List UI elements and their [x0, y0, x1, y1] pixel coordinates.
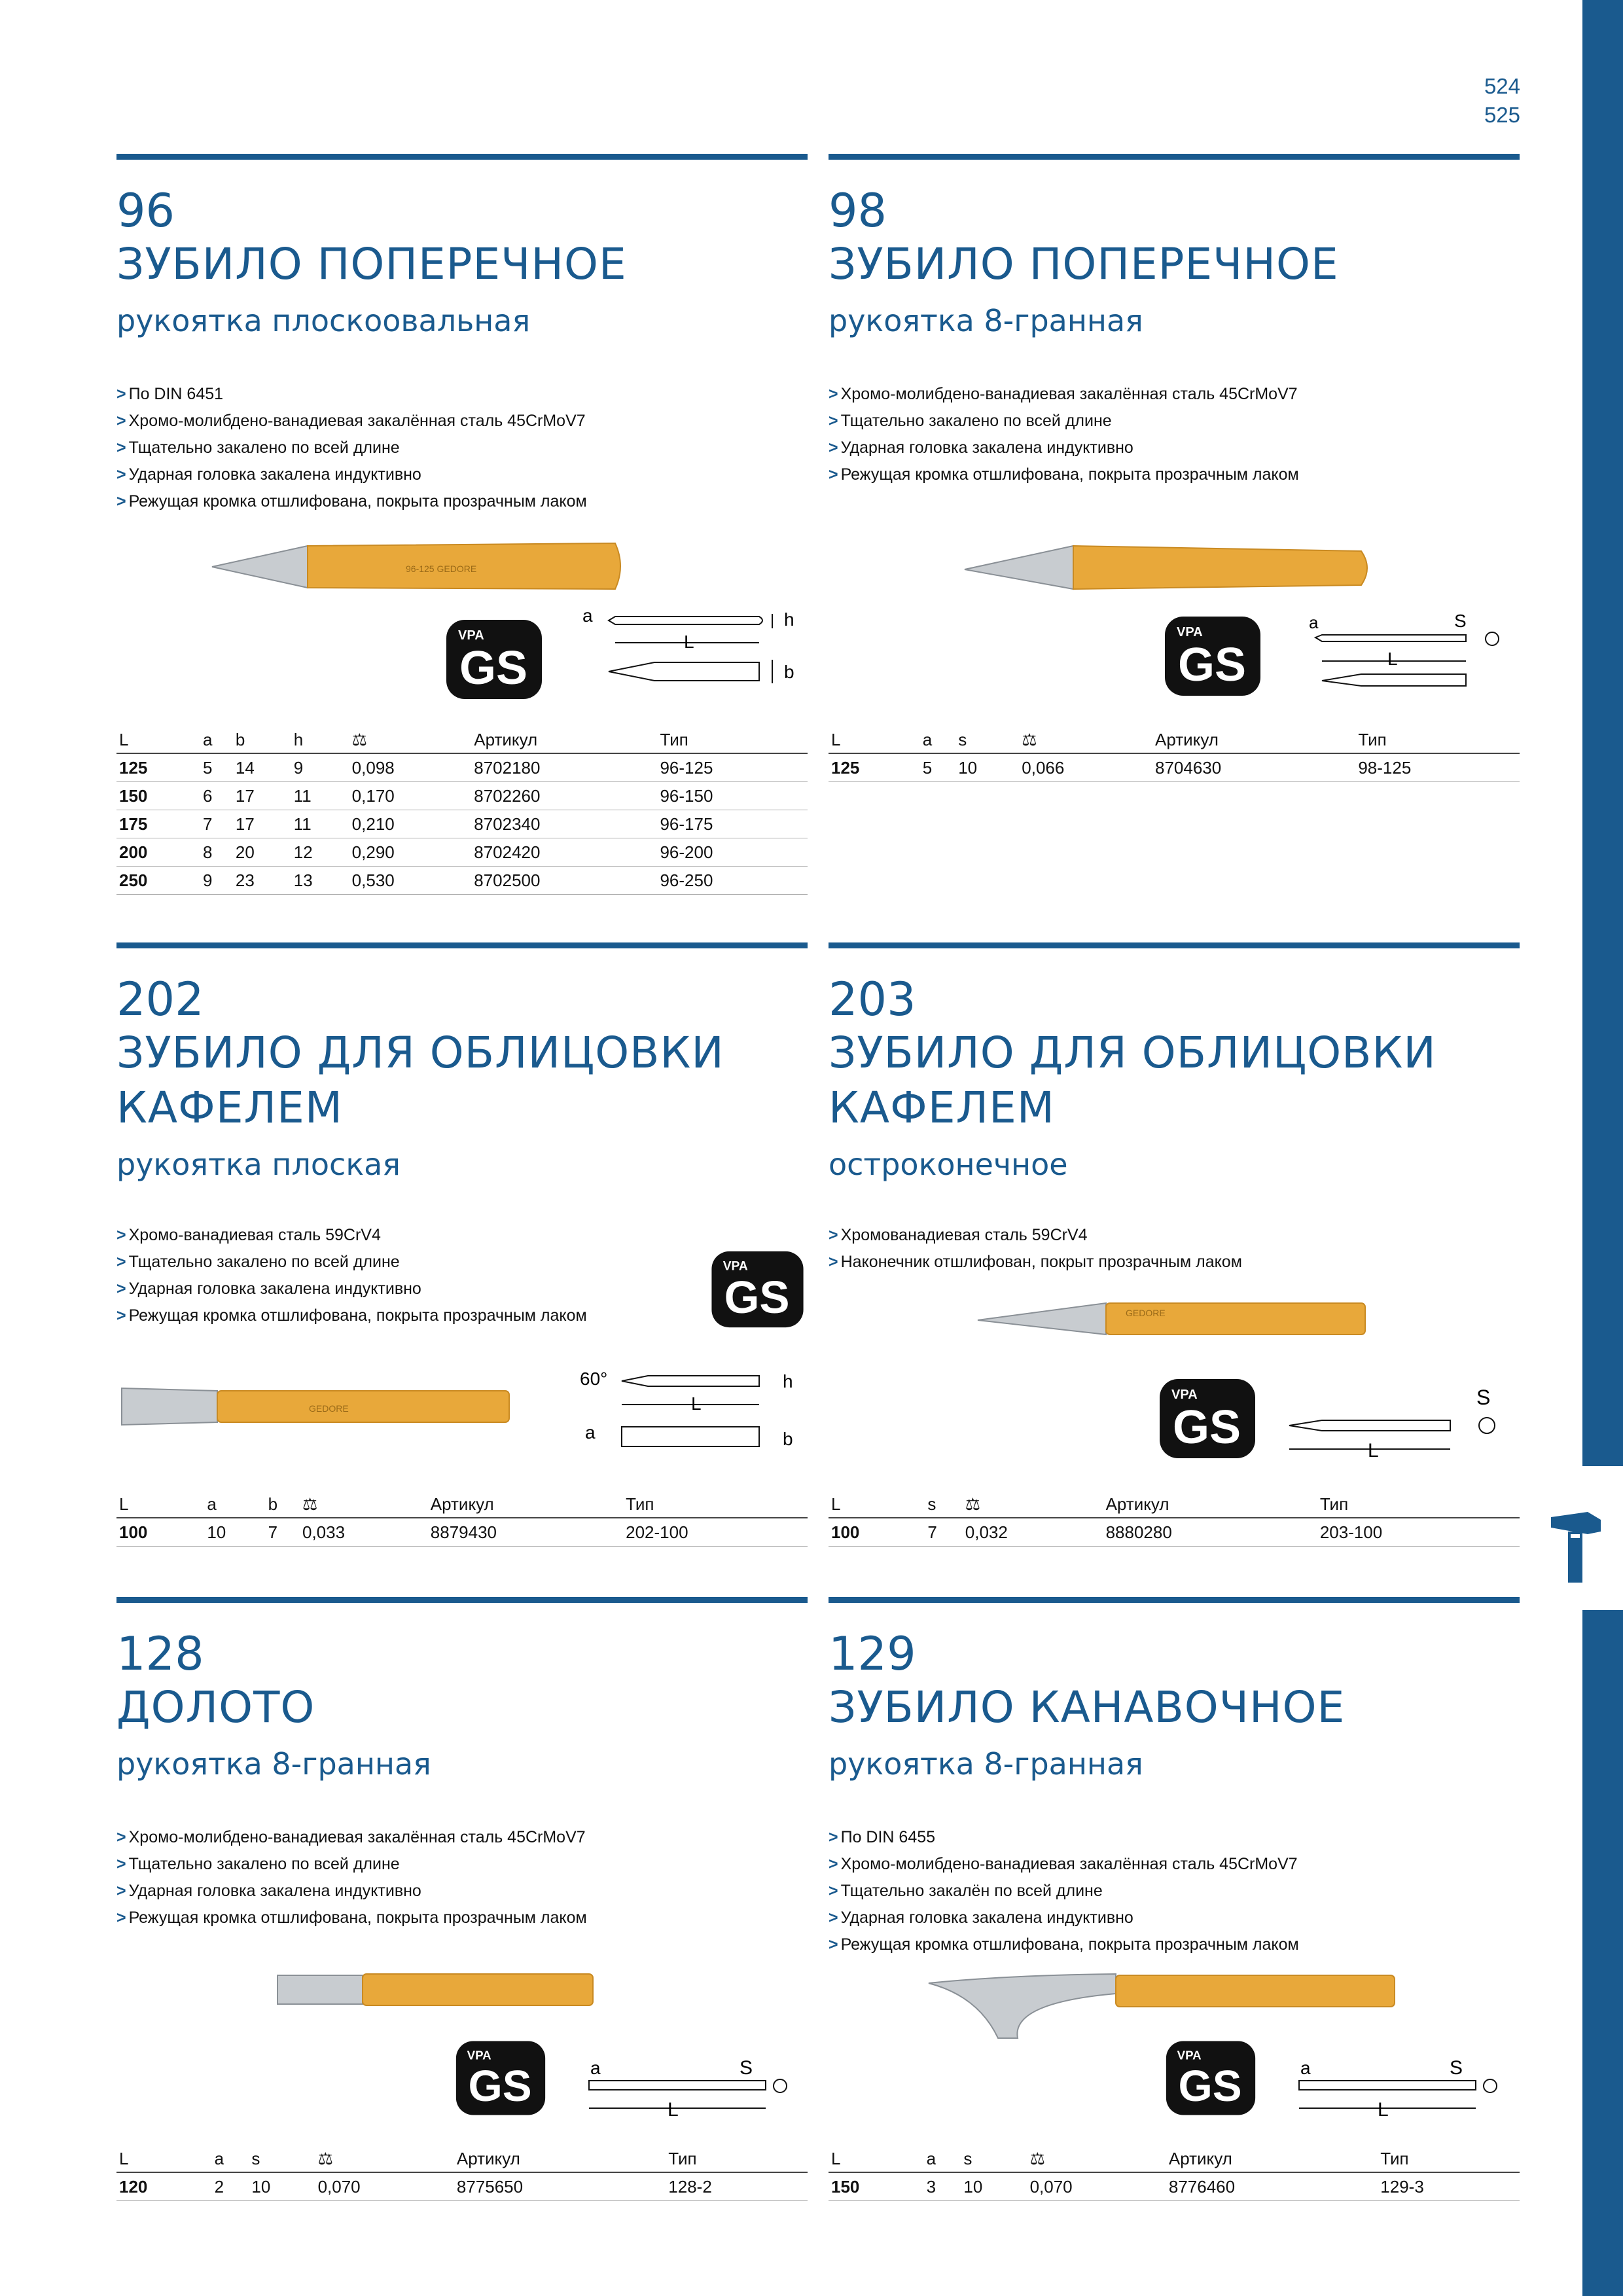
col-header: L [116, 726, 200, 753]
dim-label: L [1387, 649, 1398, 669]
cell: 7 [266, 1518, 300, 1547]
col-header: Артикул [471, 726, 657, 753]
product-subtitle: остроконечное [829, 1147, 1068, 1182]
brand-mark: 96-125 GEDORE [406, 564, 477, 574]
col-header: h [291, 726, 349, 753]
dimension-diagram [1286, 2052, 1522, 2130]
product-title: ЗУБИЛО КАНАВОЧНОЕ [829, 1682, 1346, 1732]
col-header: L [116, 1491, 204, 1518]
chisel-98-image [962, 537, 1381, 596]
dim-label: a [590, 2058, 601, 2078]
cell: 98-125 [1355, 753, 1520, 782]
cell: 150 [116, 782, 200, 810]
spec-table-98 [829, 726, 1520, 782]
cell: 5 [920, 753, 955, 782]
badge-gs: GS [724, 1272, 790, 1323]
cell: 9 [200, 867, 233, 895]
table-row [829, 1518, 1520, 1547]
table-row [116, 867, 808, 895]
cell: 128-2 [666, 2172, 808, 2201]
dim-label: a [585, 1422, 596, 1443]
cell: 0,033 [300, 1518, 428, 1547]
dimension-diagram [1296, 609, 1518, 694]
cell: 0,098 [349, 753, 472, 782]
product-number: 203 [829, 973, 916, 1026]
page-numbers [1484, 72, 1520, 130]
product-title-line: ЗУБИЛО ДЛЯ ОБЛИЦОВКИ [829, 1028, 1436, 1078]
gs-badge [455, 2039, 546, 2117]
cell: 23 [233, 867, 291, 895]
col-header: s [925, 1491, 962, 1518]
dim-label: S [1454, 611, 1467, 631]
hammer-icon [1548, 1505, 1603, 1584]
weight-scale-icon: ⚖ [1027, 2145, 1166, 2172]
cell: 0,066 [1019, 753, 1152, 782]
table-row [116, 782, 808, 810]
chisel-129-image [926, 1970, 1404, 2042]
feature-item: > Режущая кромка отшлифована, покрыта прозрачным лаком [829, 1931, 1520, 1958]
badge-vpa: VPA [1171, 1388, 1198, 1402]
cell: 3 [924, 2172, 961, 2201]
gs-badge [1158, 1378, 1257, 1460]
side-tab-bar [1582, 0, 1623, 2296]
cell: 8775650 [454, 2172, 666, 2201]
col-header: a [200, 726, 233, 753]
feature-list [829, 1824, 1520, 1958]
badge-gs: GS [1178, 2062, 1242, 2111]
cell: 8879430 [428, 1518, 623, 1547]
dim-label: S [1450, 2057, 1463, 2079]
dimension-diagram [1283, 1381, 1525, 1466]
chisel-96-image [209, 537, 628, 596]
product-title: ЗУБИЛО ПОПЕРЕЧНОЕ [116, 239, 627, 289]
chisel-203-image [975, 1299, 1374, 1338]
cell: 10 [249, 2172, 315, 2201]
section-rule [829, 1597, 1520, 1603]
feature-item: > Ударная головка закалена индуктивно [116, 1878, 808, 1905]
dim-label: h [784, 609, 794, 630]
col-header: Тип [657, 726, 808, 753]
section-128 [116, 1597, 808, 1931]
weight-scale-icon: ⚖ [349, 726, 472, 753]
product-number: 96 [116, 184, 175, 238]
table-row [829, 2172, 1520, 2201]
product-subtitle: рукоятка 8-гранная [116, 1746, 431, 1782]
cell: 96-150 [657, 782, 808, 810]
col-header: Тип [1317, 1491, 1520, 1518]
col-header: Тип [1355, 726, 1520, 753]
cell: 125 [829, 753, 920, 782]
col-header: Тип [623, 1491, 808, 1518]
badge-vpa: VPA [1177, 625, 1203, 639]
product-number: 129 [829, 1627, 916, 1681]
badge-gs: GS [1173, 1401, 1241, 1454]
feature-item: > Режущая кромка отшлифована, покрыта прозрачным лаком [116, 1905, 808, 1931]
col-header: s [955, 726, 1019, 753]
dim-label: S [740, 2057, 753, 2079]
feature-item: > Хромо-молибдено-ванадиевая закалённая сталь 45CrMoV7 [829, 381, 1520, 408]
feature-item: > Ударная головка закалена индуктивно [116, 1276, 808, 1302]
dimension-diagram [576, 602, 812, 694]
dim-label: S [1476, 1386, 1491, 1409]
badge-vpa: VPA [467, 2048, 491, 2062]
section-129 [829, 1597, 1520, 1958]
cell: 5 [200, 753, 233, 782]
section-98 [829, 154, 1520, 488]
weight-scale-icon: ⚖ [963, 1491, 1103, 1518]
dim-label: a [1300, 2058, 1311, 2078]
cell: 20 [233, 838, 291, 867]
cell: 175 [116, 810, 200, 838]
weight-scale-icon: ⚖ [315, 2145, 454, 2172]
dimension-diagram [576, 1361, 812, 1460]
gs-badge [1165, 2039, 1257, 2117]
section-203 [829, 942, 1520, 1276]
col-header: a [204, 1491, 265, 1518]
product-title: ЗУБИЛО ПОПЕРЕЧНОЕ [829, 239, 1339, 289]
dim-label: L [684, 632, 694, 652]
table-row [116, 810, 808, 838]
cell: 120 [116, 2172, 212, 2201]
page-number-left: 524 [1484, 74, 1520, 98]
spec-table-203 [829, 1491, 1520, 1547]
section-rule [829, 942, 1520, 948]
feature-item: > Ударная головка закалена индуктивно [829, 435, 1520, 461]
gs-badge [445, 619, 543, 700]
gs-badge [1164, 615, 1262, 697]
brand-mark: GEDORE [1126, 1308, 1166, 1318]
cell: 250 [116, 867, 200, 895]
feature-item: > Режущая кромка отшлифована, покрыта прозрачным лаком [116, 1302, 808, 1329]
cell: 96-125 [657, 753, 808, 782]
cell: 0,170 [349, 782, 472, 810]
col-header: Тип [1378, 2145, 1520, 2172]
feature-item: > Хромо-молибдено-ванадиевая закалённая сталь 45CrMoV7 [116, 408, 808, 435]
cell: 96-200 [657, 838, 808, 867]
cell: 0,530 [349, 867, 472, 895]
dim-label: a [1309, 613, 1319, 632]
badge-vpa: VPA [1177, 2048, 1202, 2062]
dim-label: 60° [580, 1369, 608, 1389]
dim-label: L [691, 1393, 702, 1414]
feature-item: > Ударная головка закалена индуктивно [116, 461, 808, 488]
dim-label: b [784, 662, 794, 682]
cell: 96-175 [657, 810, 808, 838]
cell: 12 [291, 838, 349, 867]
table-row [116, 753, 808, 782]
badge-gs: GS [459, 642, 528, 694]
cell: 10 [204, 1518, 265, 1547]
product-title-line: ЗУБИЛО ДЛЯ ОБЛИЦОВКИ [116, 1028, 724, 1078]
cell: 100 [116, 1518, 204, 1547]
col-header: s [249, 2145, 315, 2172]
section-rule [829, 154, 1520, 160]
col-header: a [924, 2145, 961, 2172]
feature-item: > Тщательно закалено по всей длине [116, 1249, 808, 1276]
col-header: Артикул [454, 2145, 666, 2172]
col-header: b [233, 726, 291, 753]
product-subtitle: рукоятка 8-гранная [829, 1746, 1143, 1782]
product-subtitle: рукоятка 8-гранная [829, 303, 1143, 338]
gs-badge [710, 1250, 805, 1329]
col-header: s [961, 2145, 1027, 2172]
weight-scale-icon: ⚖ [1019, 726, 1152, 753]
spec-table-202 [116, 1491, 808, 1547]
cell: 11 [291, 810, 349, 838]
page-number-right: 525 [1484, 103, 1520, 127]
cell: 10 [955, 753, 1019, 782]
table-row [116, 838, 808, 867]
col-header: Артикул [1103, 1491, 1317, 1518]
section-rule [116, 942, 808, 948]
feature-item: > Режущая кромка отшлифована, покрыта прозрачным лаком [829, 461, 1520, 488]
col-header: Тип [666, 2145, 808, 2172]
badge-vpa: VPA [722, 1259, 748, 1274]
cell: 11 [291, 782, 349, 810]
feature-item: > Хромо-молибдено-ванадиевая закалённая сталь 45CrMoV7 [116, 1824, 808, 1851]
dim-label: L [668, 2099, 679, 2121]
cell: 0,210 [349, 810, 472, 838]
chisel-202-image [119, 1384, 518, 1430]
cell: 125 [116, 753, 200, 782]
product-title-line: КАФЕЛЕМ [829, 1083, 1055, 1133]
section-202 [116, 942, 808, 1329]
cell: 17 [233, 810, 291, 838]
table-row [116, 1518, 808, 1547]
col-header: a [212, 2145, 249, 2172]
feature-item: > Режущая кромка отшлифована, покрыта прозрачным лаком [116, 488, 808, 515]
feature-item: > Тщательно закалён по всей длине [829, 1878, 1520, 1905]
cell: 8776460 [1166, 2172, 1378, 2201]
cell: 8702340 [471, 810, 657, 838]
feature-item: > Наконечник отшлифован, покрыт прозрачным лаком [829, 1249, 1520, 1276]
dim-label: a [582, 605, 593, 626]
cell: 200 [116, 838, 200, 867]
dim-label: L [1368, 1440, 1379, 1462]
dim-label: h [783, 1371, 793, 1391]
cell: 203-100 [1317, 1518, 1520, 1547]
feature-item: > Ударная головка закалена индуктивно [829, 1905, 1520, 1931]
col-header: L [829, 1491, 925, 1518]
feature-item: > Тщательно закалено по всей длине [116, 435, 808, 461]
feature-list [829, 1222, 1520, 1276]
cell: 0,290 [349, 838, 472, 867]
cell: 129-3 [1378, 2172, 1520, 2201]
product-subtitle: рукоятка плоскоовальная [116, 303, 531, 338]
cell: 150 [829, 2172, 924, 2201]
badge-gs: GS [468, 2062, 532, 2111]
table-row [116, 2172, 808, 2201]
col-header: b [266, 1491, 300, 1518]
product-title-line: КАФЕЛЕМ [116, 1083, 343, 1133]
cell: 0,070 [1027, 2172, 1166, 2201]
col-header: Артикул [428, 1491, 623, 1518]
dim-label: b [783, 1429, 793, 1449]
feature-item: > Хромо-молибдено-ванадиевая закалённая сталь 45CrMoV7 [829, 1851, 1520, 1878]
cell: 17 [233, 782, 291, 810]
cell: 8704630 [1152, 753, 1355, 782]
badge-gs: GS [1178, 639, 1247, 691]
product-number: 128 [116, 1627, 204, 1681]
spec-table-96 [116, 726, 808, 895]
product-title: ДОЛОТО [116, 1682, 315, 1732]
cell: 9 [291, 753, 349, 782]
col-header: L [829, 2145, 924, 2172]
cell: 202-100 [623, 1518, 808, 1547]
cell: 7 [925, 1518, 962, 1547]
col-header: a [920, 726, 955, 753]
spec-table-128 [116, 2145, 808, 2201]
section-96 [116, 154, 808, 515]
cell: 0,032 [963, 1518, 1103, 1547]
cell: 8702260 [471, 782, 657, 810]
col-header: Артикул [1152, 726, 1355, 753]
cell: 2 [212, 2172, 249, 2201]
cell: 6 [200, 782, 233, 810]
product-number: 202 [116, 973, 204, 1026]
feature-item: > По DIN 6455 [829, 1824, 1520, 1851]
cell: 0,070 [315, 2172, 454, 2201]
cell: 8702500 [471, 867, 657, 895]
feature-list [116, 381, 808, 515]
product-number: 98 [829, 184, 887, 238]
cell: 8702180 [471, 753, 657, 782]
cell: 100 [829, 1518, 925, 1547]
spec-table-129 [829, 2145, 1520, 2201]
feature-list [829, 381, 1520, 488]
feature-list [116, 1824, 808, 1931]
chisel-128-image [275, 1970, 602, 2009]
feature-item: > Тщательно закалено по всей длине [829, 408, 1520, 435]
cell: 8880280 [1103, 1518, 1317, 1547]
section-rule [116, 154, 808, 160]
col-header: L [116, 2145, 212, 2172]
feature-list [116, 1222, 808, 1329]
feature-item: > Хромо-ванадиевая сталь 59CrV4 [116, 1222, 808, 1249]
product-subtitle: рукоятка плоская [116, 1147, 401, 1182]
col-header: L [829, 726, 920, 753]
weight-scale-icon: ⚖ [300, 1491, 428, 1518]
feature-item: > По DIN 6451 [116, 381, 808, 408]
feature-item: > Тщательно закалено по всей длине [116, 1851, 808, 1878]
table-row [829, 753, 1520, 782]
cell: 8702420 [471, 838, 657, 867]
cell: 96-250 [657, 867, 808, 895]
brand-mark: GEDORE [309, 1403, 349, 1414]
cell: 14 [233, 753, 291, 782]
feature-item: > Хромованадиевая сталь 59CrV4 [829, 1222, 1520, 1249]
col-header: Артикул [1166, 2145, 1378, 2172]
dim-label: L [1378, 2099, 1389, 2121]
badge-vpa: VPA [458, 628, 484, 643]
section-rule [116, 1597, 808, 1603]
cell: 13 [291, 867, 349, 895]
cell: 7 [200, 810, 233, 838]
dimension-diagram [576, 2052, 812, 2130]
cell: 8 [200, 838, 233, 867]
cell: 10 [961, 2172, 1027, 2201]
